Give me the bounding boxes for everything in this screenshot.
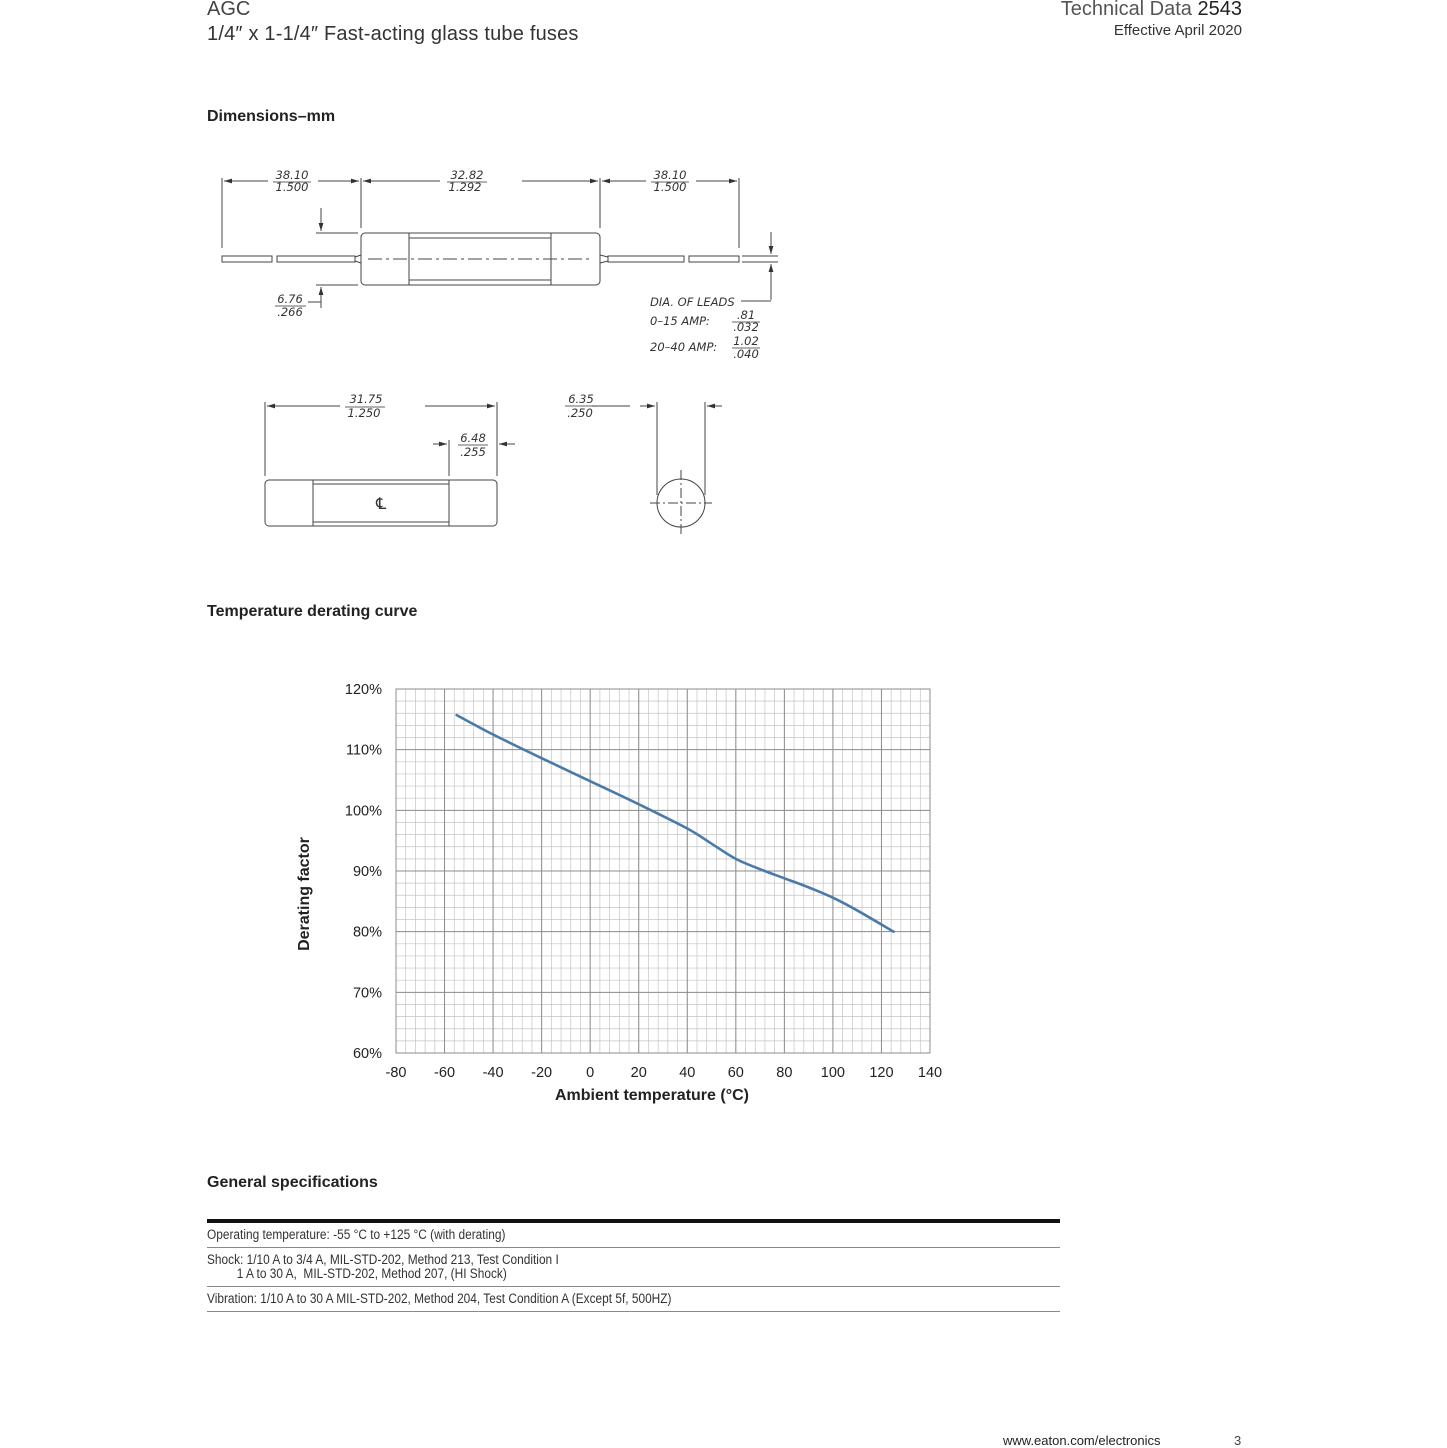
y-tick-label: 100% xyxy=(344,803,382,820)
dim-lead-left-mm: 38.10 xyxy=(275,168,309,182)
centerline-symbol: ℄ xyxy=(373,494,389,513)
amp-low-in: .032 xyxy=(733,320,759,334)
y-tick-label: 110% xyxy=(345,742,382,759)
y-tick-label: 70% xyxy=(352,985,382,1002)
leads-label: DIA. OF LEADS xyxy=(650,295,735,309)
specs-table xyxy=(207,1219,1060,1312)
x-tick-label: -60 xyxy=(434,1065,456,1081)
page-number: 3 xyxy=(1234,1433,1242,1448)
x-tick-label: -80 xyxy=(385,1065,407,1081)
spec-text: Shock: 1/10 A to 3/4 A, MIL-STD-202, Method 213, Test Condition I xyxy=(207,1252,559,1267)
effective-date: Effective April 2020 xyxy=(1113,22,1242,39)
y-tick-label: 90% xyxy=(352,864,382,880)
x-tick-label: 20 xyxy=(630,1065,647,1081)
derating-chart xyxy=(280,670,960,1120)
dimension-drawing xyxy=(200,160,800,550)
dim-body-mm: 32.82 xyxy=(450,168,484,182)
y-tick-label: 60% xyxy=(352,1046,382,1062)
dim-cap-dia-mm: 6.76 xyxy=(277,292,303,306)
dim-fuse-len-in: 1.250 xyxy=(347,406,381,420)
dimensions-title: Dimensions–mm xyxy=(207,108,336,125)
dim-end-dia-in: .250 xyxy=(567,406,593,420)
dim-cap-dia-in: .266 xyxy=(277,305,303,319)
product-name: AGC xyxy=(207,0,251,20)
dim-cap-len-mm: 6.48 xyxy=(460,431,486,445)
x-axis-label: Ambient temperature (°C) xyxy=(555,1087,749,1104)
doc-number: 2543 xyxy=(1197,0,1242,20)
x-tick-label: 140 xyxy=(917,1065,943,1081)
product-subtitle: 1/4″ x 1-1/4″ Fast-acting glass tube fuses xyxy=(207,23,579,45)
dim-fuse-len-mm: 31.75 xyxy=(349,392,383,406)
amp-low-label: 0–15 AMP: xyxy=(650,314,710,328)
footer-url: www.eaton.com/electronics xyxy=(1003,1433,1161,1448)
doc-id xyxy=(1061,0,1242,21)
x-tick-label: 0 xyxy=(586,1065,595,1081)
dim-lead-right-mm: 38.10 xyxy=(653,168,687,182)
y-axis-label: Derating factor xyxy=(296,837,313,951)
spec-text: 1 A to 30 A, MIL-STD-202, Method 207, (HI Shock) xyxy=(207,1266,507,1281)
dim-cap-len-in: .255 xyxy=(460,445,486,459)
dim-lead-left-in: 1.500 xyxy=(275,180,309,194)
dim-lead-right-in: 1.500 xyxy=(653,180,687,194)
amp-high-in: .040 xyxy=(733,347,759,361)
y-tick-label: 120% xyxy=(344,682,382,698)
x-tick-label: -20 xyxy=(531,1065,553,1081)
spec-text: Vibration: 1/10 A to 30 A MIL-STD-202, Method 204, Test Condition A (Except 5f, 500HZ) xyxy=(207,1291,672,1306)
x-tick-label: 60 xyxy=(727,1065,744,1081)
amp-high-mm: 1.02 xyxy=(733,334,759,348)
amp-high-label: 20–40 AMP: xyxy=(650,340,718,354)
spec-row-shock xyxy=(207,1248,1060,1287)
x-tick-label: 80 xyxy=(776,1065,793,1081)
specs-title: General specifications xyxy=(207,1174,378,1191)
spec-row-operating-temp xyxy=(207,1223,1060,1248)
x-tick-label: 120 xyxy=(869,1065,894,1081)
x-tick-label: 100 xyxy=(820,1065,846,1081)
y-tick-label: 80% xyxy=(352,924,382,941)
dim-end-dia-mm: 6.35 xyxy=(568,392,594,406)
spec-row-vibration xyxy=(207,1287,1060,1312)
amp-low-mm: .81 xyxy=(736,308,756,322)
spec-text: Operating temperature: -55 °C to +125 °C (with derating) xyxy=(207,1227,506,1242)
x-tick-label: 40 xyxy=(679,1065,696,1081)
x-tick-label: -40 xyxy=(482,1065,504,1081)
doc-label: Technical Data xyxy=(1060,0,1192,20)
dim-body-in: 1.292 xyxy=(448,180,482,194)
derating-title: Temperature derating curve xyxy=(207,603,418,620)
